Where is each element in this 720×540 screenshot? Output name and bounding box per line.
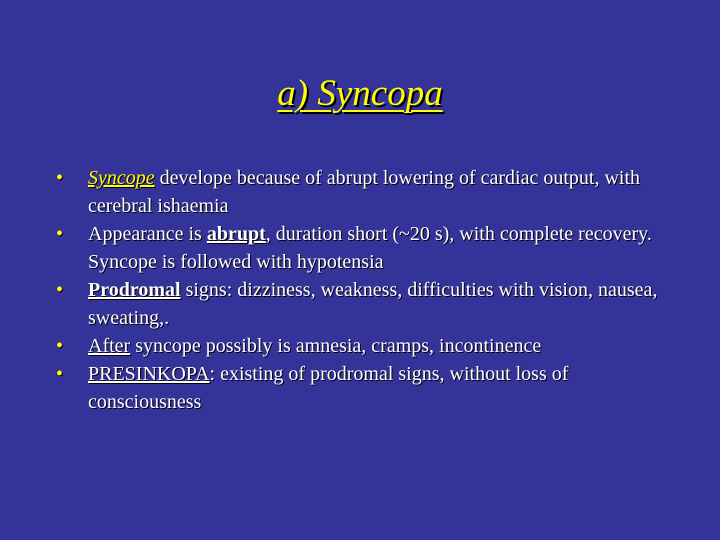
bullet-text: , duration short (~20 s), with complete recovery. Syncope is followed with hypotensia <box>88 223 652 273</box>
bullet-marker: • <box>56 335 64 357</box>
bullet-marker: • <box>56 223 64 245</box>
bullet-text: syncope possibly is amnesia, cramps, incontinence <box>130 335 542 357</box>
bullet-key-term: abrupt <box>206 223 266 245</box>
bullet-marker: • <box>56 167 64 189</box>
bullet-lead-term: Prodromal <box>88 279 181 301</box>
bullet-item <box>56 332 666 360</box>
bullet-text: : existing of prodromal signs, without loss of consciousness <box>88 363 569 413</box>
bullet-item <box>56 276 666 332</box>
bullet-item <box>56 360 666 416</box>
bullet-text-pre: Appearance is <box>88 223 207 245</box>
bullet-lead-term: PRESINKOPA <box>88 363 210 385</box>
bullet-lead-term: Syncope <box>88 167 155 189</box>
bullet-marker: • <box>56 363 64 385</box>
bullet-text: signs: dizziness, weakness, difficulties with vision, nausea, sweating,. <box>88 279 658 329</box>
bullet-text: develope because of abrupt lowering of cardiac output, with cerebral ishaemia <box>88 167 641 217</box>
bullet-item <box>56 220 666 276</box>
bullet-item <box>56 164 666 220</box>
bullet-lead-term: After <box>88 335 131 357</box>
bullet-marker: • <box>56 279 64 301</box>
slide-title: a) Syncopa <box>277 73 443 114</box>
bullet-list <box>56 164 666 416</box>
